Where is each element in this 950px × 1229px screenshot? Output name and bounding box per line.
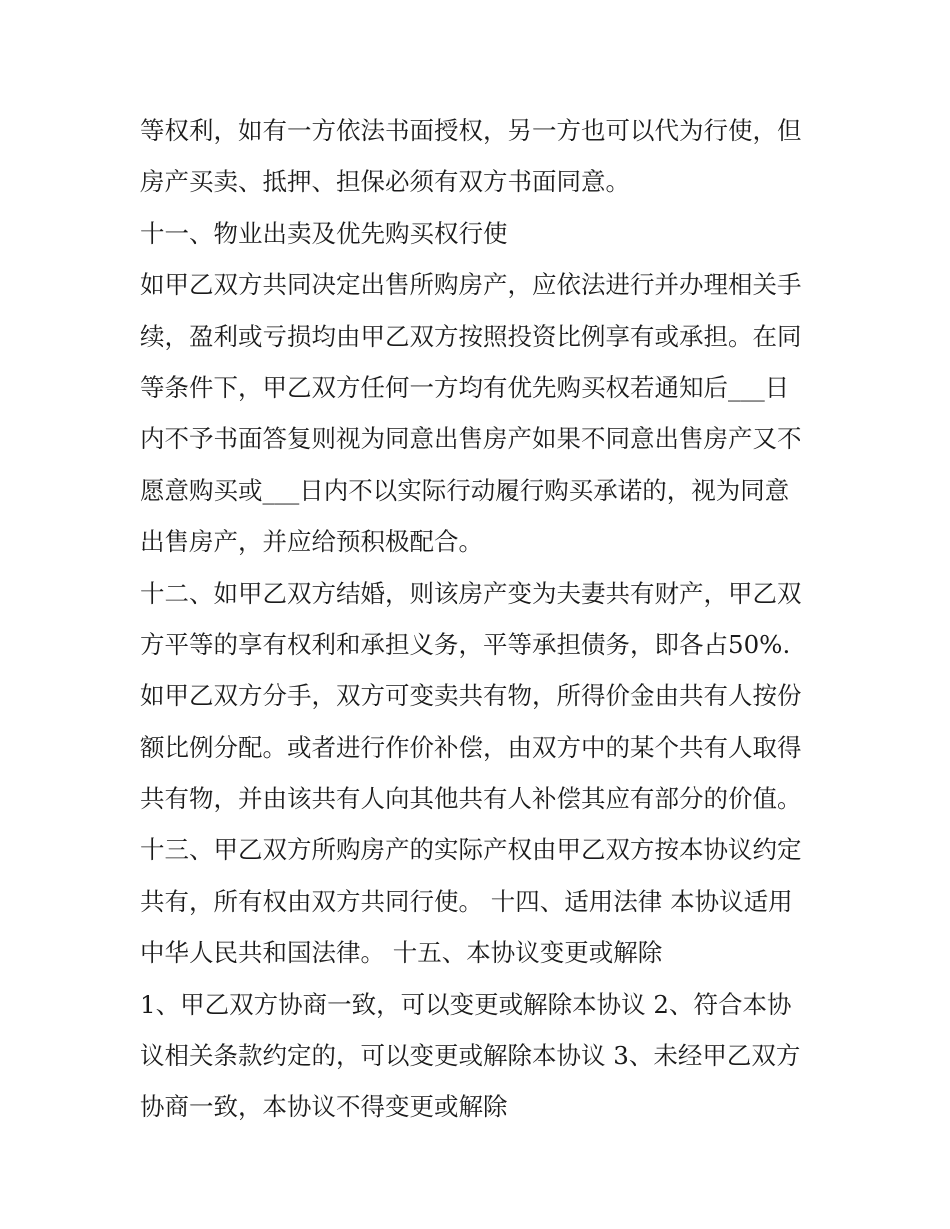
text-line-2: 房产买卖、抵押、担保必须有双方书面同意。 [140, 167, 630, 197]
text-line-7: 内不予书面答复则视为同意出售房产如果不同意出售房产又不 [140, 424, 802, 454]
text-line-6: 等条件下，甲乙双方任何一方均有优先购买权若通知后___日 [140, 372, 790, 402]
text-line-1: 等权利，如有一方依法书面授权，另一方也可以代为行使，但 [140, 116, 802, 145]
text-line-17: 中华人民共和国法律。 十五、本协议变更或解除 [140, 938, 663, 968]
text-line-16: 共有，所有权由双方共同行使。 十四、适用法律 本协议适用 [140, 886, 793, 916]
text-line-13: 额比例分配。或者进行作价补偿，由双方中的某个共有人取得 [140, 732, 802, 762]
text-line-18: 1、甲乙双方协商一致，可以变更或解除本协议 2、符合本协 [140, 989, 792, 1019]
text-line-19: 议相关条款约定的，可以变更或解除本协议 3、未经甲乙双方 [140, 1041, 801, 1071]
text-line-14: 共有物，并由该共有人向其他共有人补偿其应有部分的价值。 [140, 784, 802, 814]
text-line-12: 如甲乙双方分手，双方可变卖共有物，所得价金由共有人按份 [140, 681, 802, 711]
text-line-11: 方平等的享有权利和承担义务，平等承担债务，即各占50%. [140, 629, 791, 659]
text-line-5: 续，盈利或亏损均由甲乙双方按照投资比例享有或承担。在同 [140, 321, 802, 351]
section-heading-12: 十二、如甲乙双方结婚，则该房产变为夫妻共有财产，甲乙双 [140, 578, 802, 608]
text-line-9: 出售房产，并应给预积极配合。 [140, 527, 483, 557]
text-line-8: 愿意购买或___日内不以实际行动履行购买承诺的，视为同意 [140, 475, 790, 505]
section-heading-11: 十一、物业出卖及优先购买权行使 [140, 218, 508, 248]
text-line-4: 如甲乙双方共同决定出售所购房产，应依法进行并办理相关手 [140, 270, 802, 300]
document-body [140, 111, 830, 1139]
text-line-20: 协商一致，本协议不得变更或解除 [140, 1092, 508, 1122]
section-heading-13: 十三、甲乙双方所购房产的实际产权由甲乙双方按本协议约定 [140, 835, 802, 865]
